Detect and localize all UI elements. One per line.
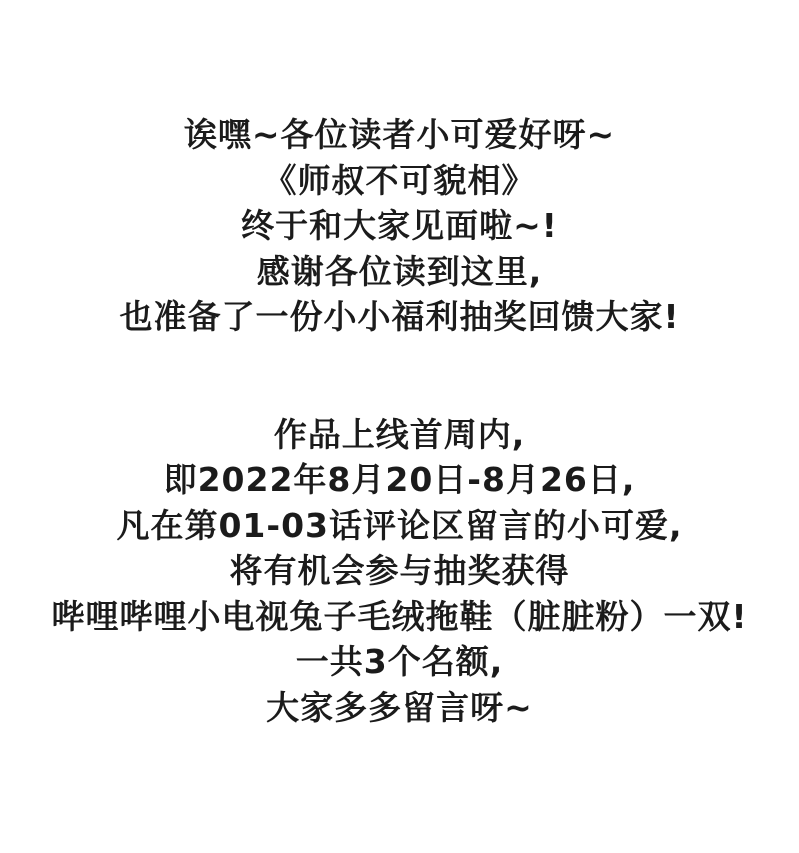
greeting-line-1: 诶嘿~各位读者小可爱好呀~	[183, 115, 616, 154]
greeting-line-4: 感谢各位读到这里,	[256, 251, 543, 291]
giveaway-prize-line: 哔哩哔哩小电视兔子毛绒拖鞋（脏脏粉）一双!	[51, 596, 748, 636]
greeting-paragraph	[0, 112, 799, 340]
giveaway-date-line: 即2022年8月20日-8月26日,	[163, 460, 636, 500]
greeting-line-3: 终于和大家见面啦~!	[241, 206, 558, 246]
title-line: 《师叔不可貌相》	[263, 160, 536, 200]
greeting-line-5: 也准备了一份小小福利抽奖回馈大家!	[119, 297, 680, 337]
giveaway-line-7: 大家多多留言呀~	[266, 687, 533, 727]
giveaway-line-4: 将有机会参与抽奖获得	[229, 551, 570, 591]
giveaway-line-3: 凡在第01-03话评论区留言的小可爱,	[116, 505, 683, 545]
giveaway-line-1: 作品上线首周内,	[273, 414, 526, 454]
giveaway-paragraph	[0, 412, 799, 731]
giveaway-quota-line: 一共3个名额,	[295, 642, 504, 682]
